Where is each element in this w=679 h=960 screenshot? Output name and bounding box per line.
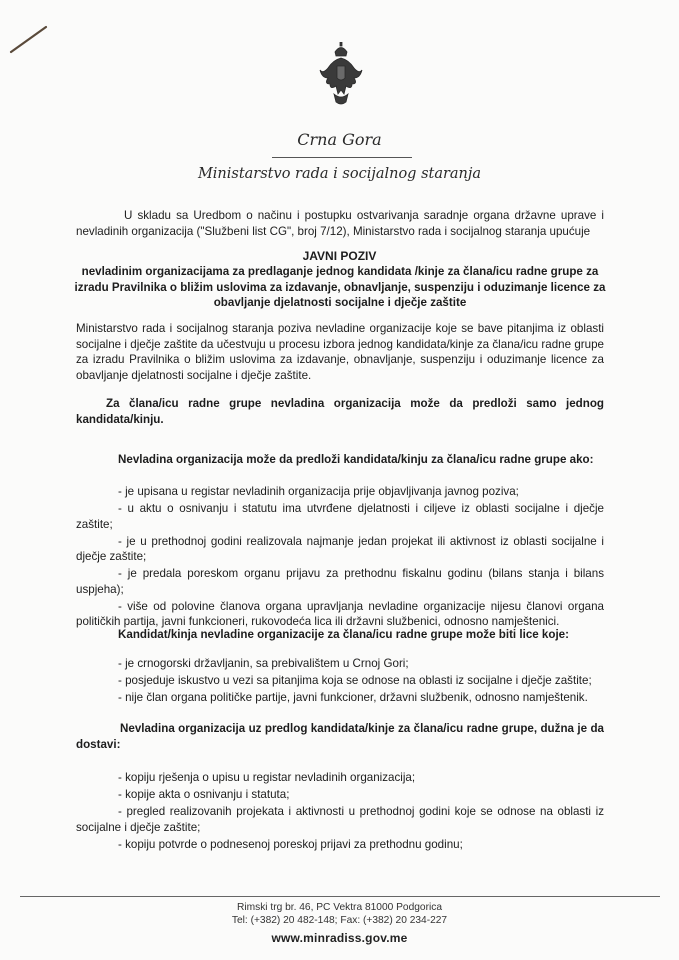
list-item: - u aktu o osnivanju i statutu ima utvrđene djelatnosti i ciljeve iz oblasti socijalne i dječje zaštite; — [76, 502, 604, 531]
section-heading-required-documents: Nevladina organizacija uz predlog kandidata/kinje za člana/icu radne grupe, dužna je da dostavi: — [76, 722, 604, 751]
list-item: - kopije akta o osnivanju i statuta; — [118, 788, 290, 801]
call-title: JAVNI POZIV — [302, 249, 377, 263]
list-item: - više od polovine članova organa upravljanja nevladine organizacije nijesu članovi organa političkih partija, javni funkcioneri, rukovodeća lica ili državni službenici, odnosno namještenici. — [76, 599, 604, 628]
ngo-conditions-list — [76, 484, 604, 631]
list-item: - je upisana u registar nevladinih organizacija prije objavljivanja javnog poziva; — [118, 485, 519, 498]
footer-website: www.minradiss.gov.me — [271, 931, 408, 945]
section-heading-one-candidate: Za člana/icu radne grupe nevladina organizacija može da predloži samo jednog kandidata/kinju. — [76, 397, 604, 426]
intro-paragraph: U skladu sa Uredbom o načinu i postupku ostvarivanja saradnje organa državne uprave i nevladinih organizacija ("Službeni list CG", broj 7/12), Ministarstvo rada i socijalnog staranja upućuje — [76, 209, 604, 238]
coat-of-arms-icon — [318, 42, 364, 110]
call-subtitle: nevladinim organizacijama za predlaganje jednog kandidata /kinje za člana/icu radne grupe za izradu Pravilnika o bližim uslovima za izdavanje, obnavljanje, suspenziju i oduzimanje licence za obavljanje djelatnosti socijalne i dječje zaštite — [74, 265, 606, 309]
section-heading-candidate-conditions: Kandidat/kinja nevladine organizacije za člana/icu radne grupe može biti lice koje: — [118, 628, 569, 641]
footer-divider — [20, 896, 660, 897]
list-item: - je predala poreskom organu prijavu za prethodnu fiskalnu godinu (bilans stanja i bilans uspjeha); — [76, 567, 604, 596]
list-item: - pregled realizovanih projekata i aktivnosti u prethodnoj godini koje se odnose na oblasti iz socijalne i dječje zaštite; — [76, 805, 604, 834]
list-item: - posjeduje iskustvo u vezi sa pitanjima koja se odnose na oblasti iz socijalne i dječje zaštite; — [118, 674, 592, 687]
letterhead-divider — [272, 157, 412, 158]
section-heading-ngo-conditions: Nevladina organizacija može da predloži kandidata/kinju za člana/icu radne grupe ako: — [118, 453, 594, 466]
list-item: - kopiju potvrde o podnesenoj poreskoj prijavi za prethodnu godinu; — [118, 837, 463, 851]
list-item: - je u prethodnoj godini realizovala najmanje jedan projekat ili aktivnost iz oblasti socijalne i dječje zaštite; — [76, 534, 604, 563]
footer-phones: Tel: (+382) 20 482-148; Fax: (+382) 20 234-227 — [231, 915, 448, 926]
list-item: - je crnogorski državljanin, sa prebivalištem u Crnoj Gori; — [118, 657, 409, 670]
letterhead-country: Crna Gora — [297, 130, 382, 149]
letterhead-ministry: Ministarstvo rada i socijalnog staranja — [197, 166, 482, 182]
list-item: - kopiju rješenja o upisu u registar nevladinih organizacija; — [118, 771, 416, 784]
required-documents-list — [76, 770, 604, 854]
pen-mark-icon — [8, 22, 50, 56]
invitation-paragraph: Ministarstvo rada i socijalnog staranja poziva nevladine organizacije koje se bave pitanjima iz oblasti socijalne i dječje zaštite da učestvuju u procesu izbora jednog kandidata/kinje za člana/icu radne grupe za izradu Pravilnika o bližim uslovima za izdavanje, obnavljanje, suspenziju i oduzimanje licence za obavljanje djelatnosti socijalne i dječje zaštite. — [76, 322, 604, 382]
footer-address: Rimski trg br. 46, PC Vektra 81000 Podgorica — [237, 902, 442, 913]
candidate-conditions-list — [76, 656, 604, 707]
list-item: - nije član organa političke partije, javni funkcioner, državni službenik, odnosno namještenik. — [118, 691, 588, 704]
